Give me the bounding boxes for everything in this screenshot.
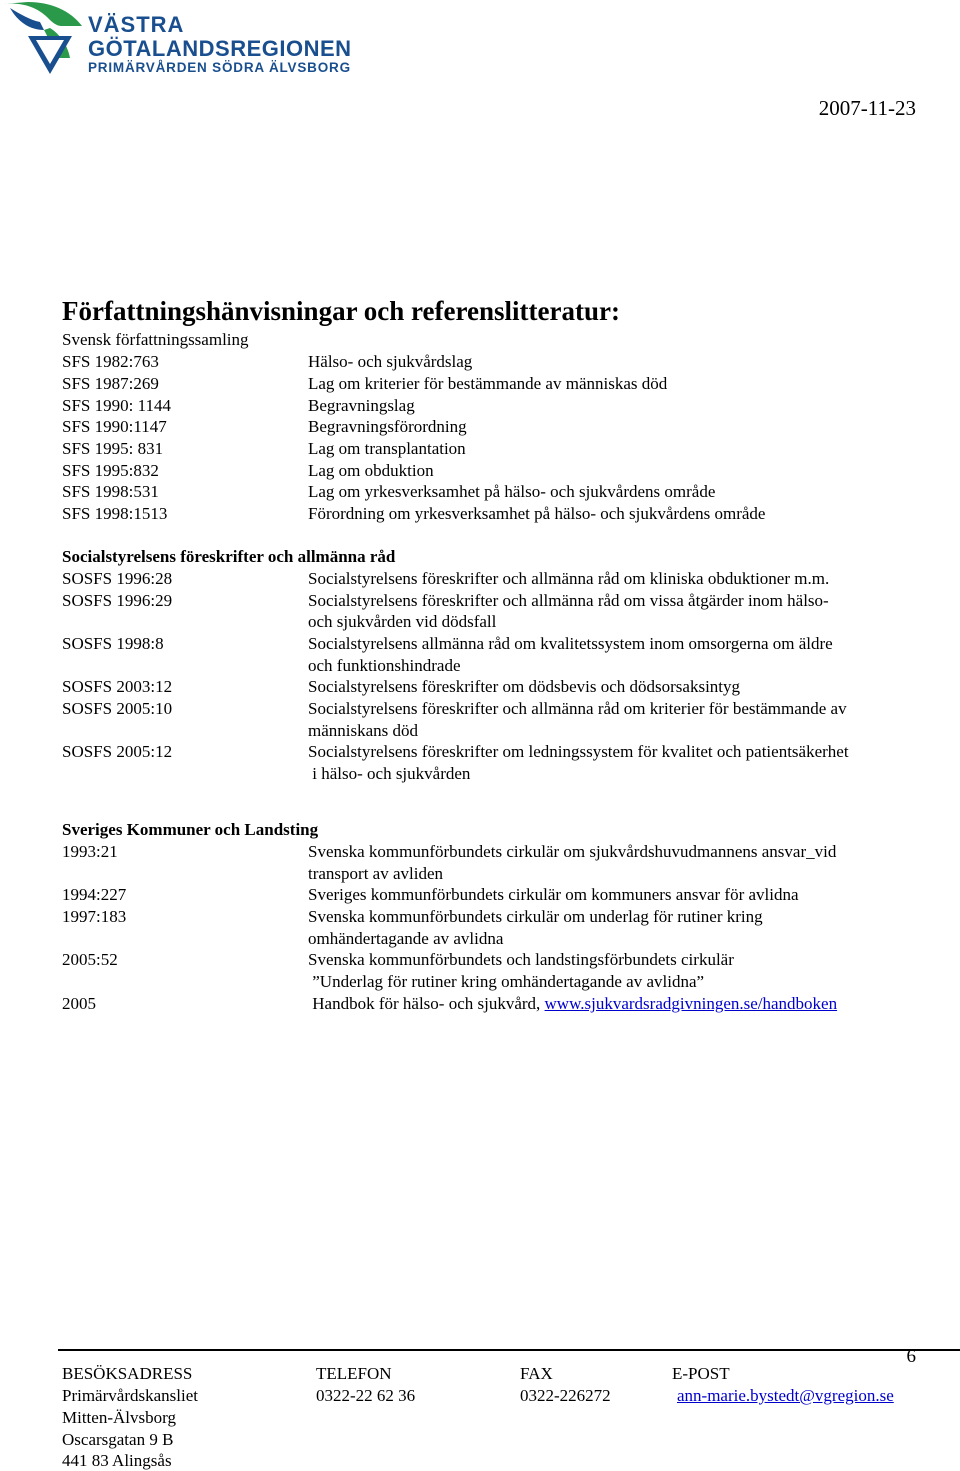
sfs-code: SFS 1995: 831 (62, 439, 164, 458)
sosfs-title: Socialstyrelsens föreskrifter och allmänna råd om vissa åtgärder inom hälso- (308, 591, 829, 610)
skl-title: Sveriges kommunförbundets cirkulär om kommuners ansvar för avlidna (308, 885, 799, 904)
sosfs-code: SOSFS 2005:12 (62, 742, 173, 761)
sosfs-code: SOSFS 2003:12 (62, 677, 173, 696)
footer-label-email: E-POST (672, 1364, 730, 1383)
sosfs-code: SOSFS 2005:10 (62, 699, 173, 718)
sfs-code: SFS 1998:1513 (62, 504, 168, 523)
sosfs-title: Socialstyrelsens föreskrifter och allmänna råd om kriterier för bestämmande av (308, 699, 847, 718)
footer-address-line: Mitten-Älvsborg (62, 1408, 176, 1427)
skl-title-cont: omhändertagande av avlidna (308, 929, 504, 948)
footer-address-line: 441 83 Alingsås (62, 1451, 172, 1470)
sfs-code: SFS 1998:531 (62, 482, 159, 501)
footer-label-fax: FAX (520, 1364, 553, 1383)
page-number: 6 (906, 1346, 916, 1367)
page-title: Författningshänvisningar och referenslitteratur: (62, 296, 620, 326)
footer-address-line: Oscarsgatan 9 B (62, 1430, 174, 1449)
skl-code: 2005 (62, 994, 96, 1013)
sosfs-title: Socialstyrelsens föreskrifter om ledningssystem för kvalitet och patientsäkerhet (308, 742, 849, 761)
handbook-link[interactable]: www.sjukvardsradgivningen.se/handboken (544, 994, 838, 1013)
skl-code: 1993:21 (62, 842, 118, 861)
skl-code: 2005:52 (62, 950, 118, 969)
sfs-title: Begravningsförordning (308, 417, 467, 436)
sosfs-title-cont: i hälso- och sjukvården (308, 764, 471, 783)
sosfs-code: SOSFS 1998:8 (62, 634, 164, 653)
sfs-heading: Svensk författningssamling (62, 330, 249, 349)
sosfs-title-cont: och funktionshindrade (308, 656, 461, 675)
sosfs-title: Socialstyrelsens föreskrifter om dödsbevis och dödsorsaksintyg (308, 677, 741, 696)
logo-line-3: PRIMÄRVÅRDEN SÖDRA ÄLVSBORG (88, 60, 351, 75)
sfs-title: Lag om obduktion (308, 461, 434, 480)
footer-label-visit: BESÖKSADRESS (62, 1364, 193, 1383)
sfs-title: Lag om kriterier för bestämmande av människas död (308, 374, 668, 393)
footer-fax: 0322-226272 (520, 1386, 611, 1405)
sfs-code: SFS 1995:832 (62, 461, 159, 480)
handbook-text: Handbok för hälso- och sjukvård, (308, 994, 545, 1013)
sfs-code: SFS 1990: 1144 (62, 396, 171, 415)
sfs-title: Förordning om yrkesverksamhet på hälso- och sjukvårdens område (308, 504, 766, 523)
logo-line-2: GÖTALANDSREGIONEN (88, 36, 352, 61)
sosfs-code: SOSFS 1996:29 (62, 591, 173, 610)
skl-title-cont: transport av avliden (308, 864, 444, 883)
sfs-title: Begravningslag (308, 396, 415, 415)
skl-code: 1994:227 (62, 885, 127, 904)
sfs-code: SFS 1990:1147 (62, 417, 167, 436)
skl-title-cont: ”Underlag för rutiner kring omhändertagande av avlidna” (308, 972, 705, 991)
footer-phone: 0322-22 62 36 (316, 1386, 416, 1405)
sosfs-code: SOSFS 1996:28 (62, 569, 173, 588)
handbook-reference (308, 994, 837, 1014)
sfs-code: SFS 1987:269 (62, 374, 159, 393)
footer-label-phone: TELEFON (316, 1364, 392, 1383)
sosfs-heading: Socialstyrelsens föreskrifter och allmänna råd (62, 547, 396, 566)
skl-heading: Sveriges Kommuner och Landsting (62, 820, 319, 839)
footer-office: Primärvårdskansliet (62, 1386, 198, 1405)
sosfs-title-cont: människans död (308, 721, 419, 740)
sfs-title: Lag om yrkesverksamhet på hälso- och sjukvårdens område (308, 482, 716, 501)
skl-title: Svenska kommunförbundets cirkulär om underlag för rutiner kring (308, 907, 763, 926)
sfs-code: SFS 1982:763 (62, 352, 159, 371)
logo-line-1: VÄSTRA (88, 12, 185, 37)
sosfs-title-cont: och sjukvården vid dödsfall (308, 612, 497, 631)
region-emblem-icon (0, 0, 88, 80)
skl-code: 1997:183 (62, 907, 127, 926)
skl-title: Svenska kommunförbundets och landstingsförbundets cirkulär (308, 950, 734, 969)
sfs-title: Hälso- och sjukvårdslag (308, 352, 473, 371)
footer-email-link[interactable]: ann-marie.bystedt@vgregion.se (677, 1386, 894, 1405)
skl-title: Svenska kommunförbundets cirkulär om sjukvårdshuvudmannens ansvar_vid (308, 842, 837, 861)
sosfs-title: Socialstyrelsens föreskrifter och allmänna råd om kliniska obduktioner m.m. (308, 569, 830, 588)
organization-logo (0, 0, 370, 85)
sfs-title: Lag om transplantation (308, 439, 466, 458)
sosfs-title: Socialstyrelsens allmänna råd om kvalitetssystem inom omsorgerna om äldre (308, 634, 833, 653)
footer-divider (58, 1349, 960, 1351)
document-date: 2007-11-23 (818, 96, 916, 120)
